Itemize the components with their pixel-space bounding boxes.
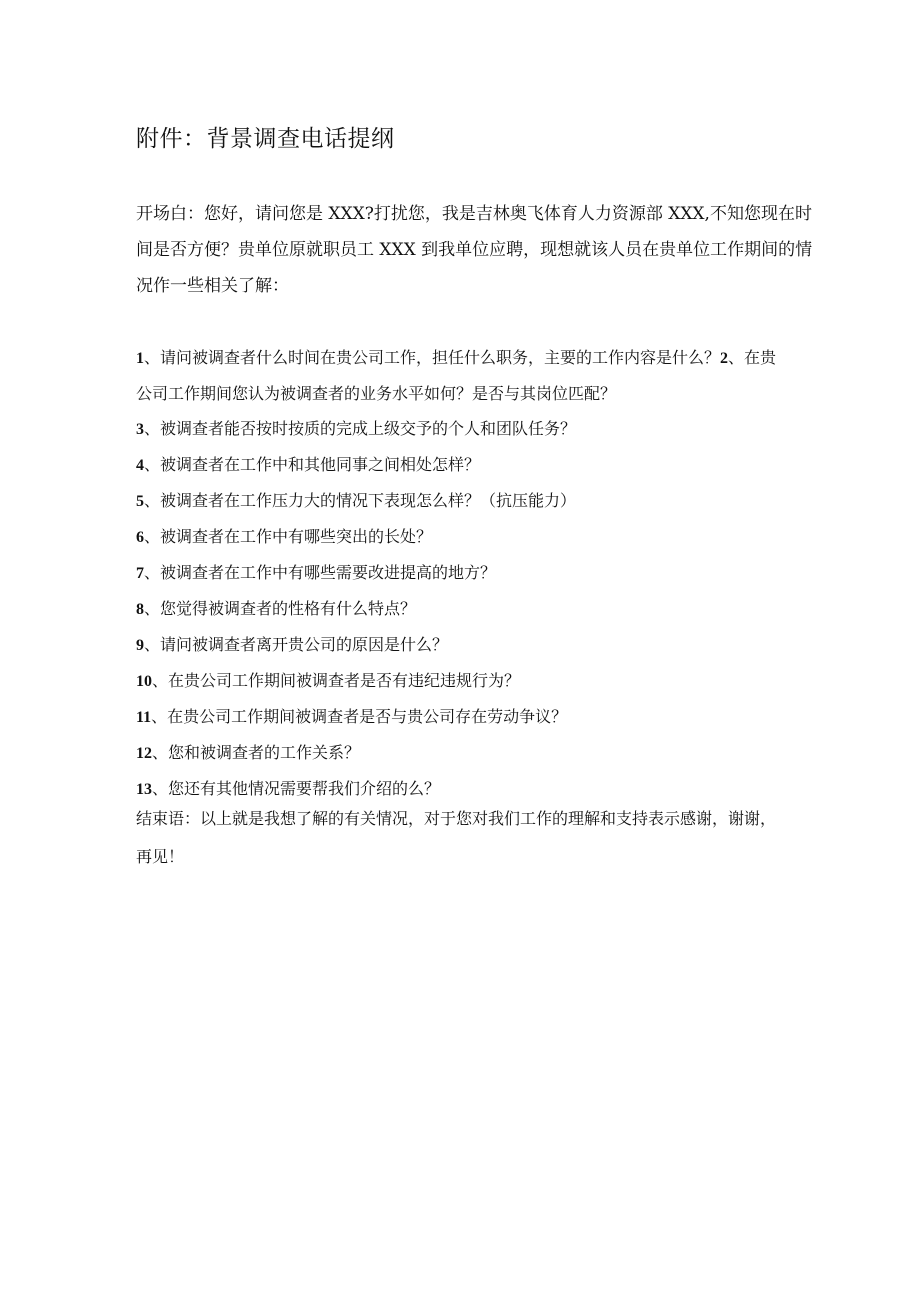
question-text: 、被调查者在工作中有哪些需要改进提高的地方？	[144, 563, 497, 582]
document-title: 附件：背景调查电话提纲	[136, 126, 395, 152]
question-text: 、在贵公司工作期间被调查者是否有违纪违规行为？	[152, 671, 521, 690]
question-text: 、请问被调查者离开贵公司的原因是什么？	[144, 635, 449, 654]
question-number: 8	[136, 601, 144, 618]
question-number: 4	[136, 457, 144, 474]
question-number: 7	[136, 565, 144, 582]
question-text: 、被调查者在工作中有哪些突出的长处？	[144, 527, 433, 546]
question-number: 10	[136, 673, 152, 690]
question-number: 1	[136, 350, 144, 367]
question-number: 3	[136, 421, 144, 438]
question-number: 6	[136, 529, 144, 546]
question-text: 、您觉得被调查者的性格有什么特点？	[144, 599, 417, 618]
question-item	[136, 411, 876, 447]
question-text: 、您和被调查者的工作关系？	[152, 743, 361, 762]
question-text: 、在贵公司工作期间被调查者是否与贵公司存在劳动争议？	[151, 707, 568, 726]
question-item	[136, 483, 876, 519]
question-number: 9	[136, 637, 144, 654]
question-number: 2	[720, 350, 729, 367]
question-text: 、您还有其他情况需要帮我们介绍的么？	[152, 779, 441, 798]
question-item	[136, 376, 876, 411]
question-item	[136, 663, 876, 699]
opening-line: 间是否方便？贵单位原就职员工 XXX 到我单位应聘，现想就该人员在贵单位工作期间的情	[136, 240, 813, 260]
question-text: 、请问被调查者什么时间在贵公司工作，担任什么职务，主要的工作内容是什么？	[144, 348, 721, 367]
question-item	[136, 591, 876, 627]
question-item	[136, 627, 876, 663]
opening-line: 况作一些相关了解：	[136, 276, 289, 296]
question-number: 5	[136, 493, 144, 510]
question-text: 、在贵	[728, 348, 777, 367]
closing-remarks	[136, 800, 876, 876]
question-text: 、被调查者在工作中和其他同事之间相处怎样？	[144, 455, 481, 474]
closing-line: 再见！	[136, 847, 185, 866]
question-item	[136, 555, 876, 591]
question-text: 公司工作期间您认为被调查者的业务水平如何？是否与其岗位匹配？	[136, 384, 617, 403]
question-item	[136, 519, 876, 555]
question-item	[136, 340, 876, 376]
closing-line: 结束语：以上就是我想了解的有关情况，对于您对我们工作的理解和支持表示感谢，谢谢，	[136, 809, 777, 828]
opening-remarks	[136, 196, 872, 304]
opening-line: 开场白：您好，请问您是 XXX?打扰您，我是吉林奥飞体育人力资源部 XXX,不知您现在时	[136, 204, 812, 224]
question-number: 13	[136, 781, 152, 798]
question-item	[136, 699, 876, 735]
question-text: 、被调查者在工作压力大的情况下表现怎么样？（抗压能力）	[144, 491, 577, 510]
question-text: 、被调查者能否按时按质的完成上级交予的个人和团队任务？	[144, 419, 577, 438]
question-item	[136, 447, 876, 483]
question-number: 11	[136, 709, 152, 726]
question-list	[136, 340, 876, 807]
question-item	[136, 735, 876, 771]
question-number: 12	[136, 745, 152, 762]
